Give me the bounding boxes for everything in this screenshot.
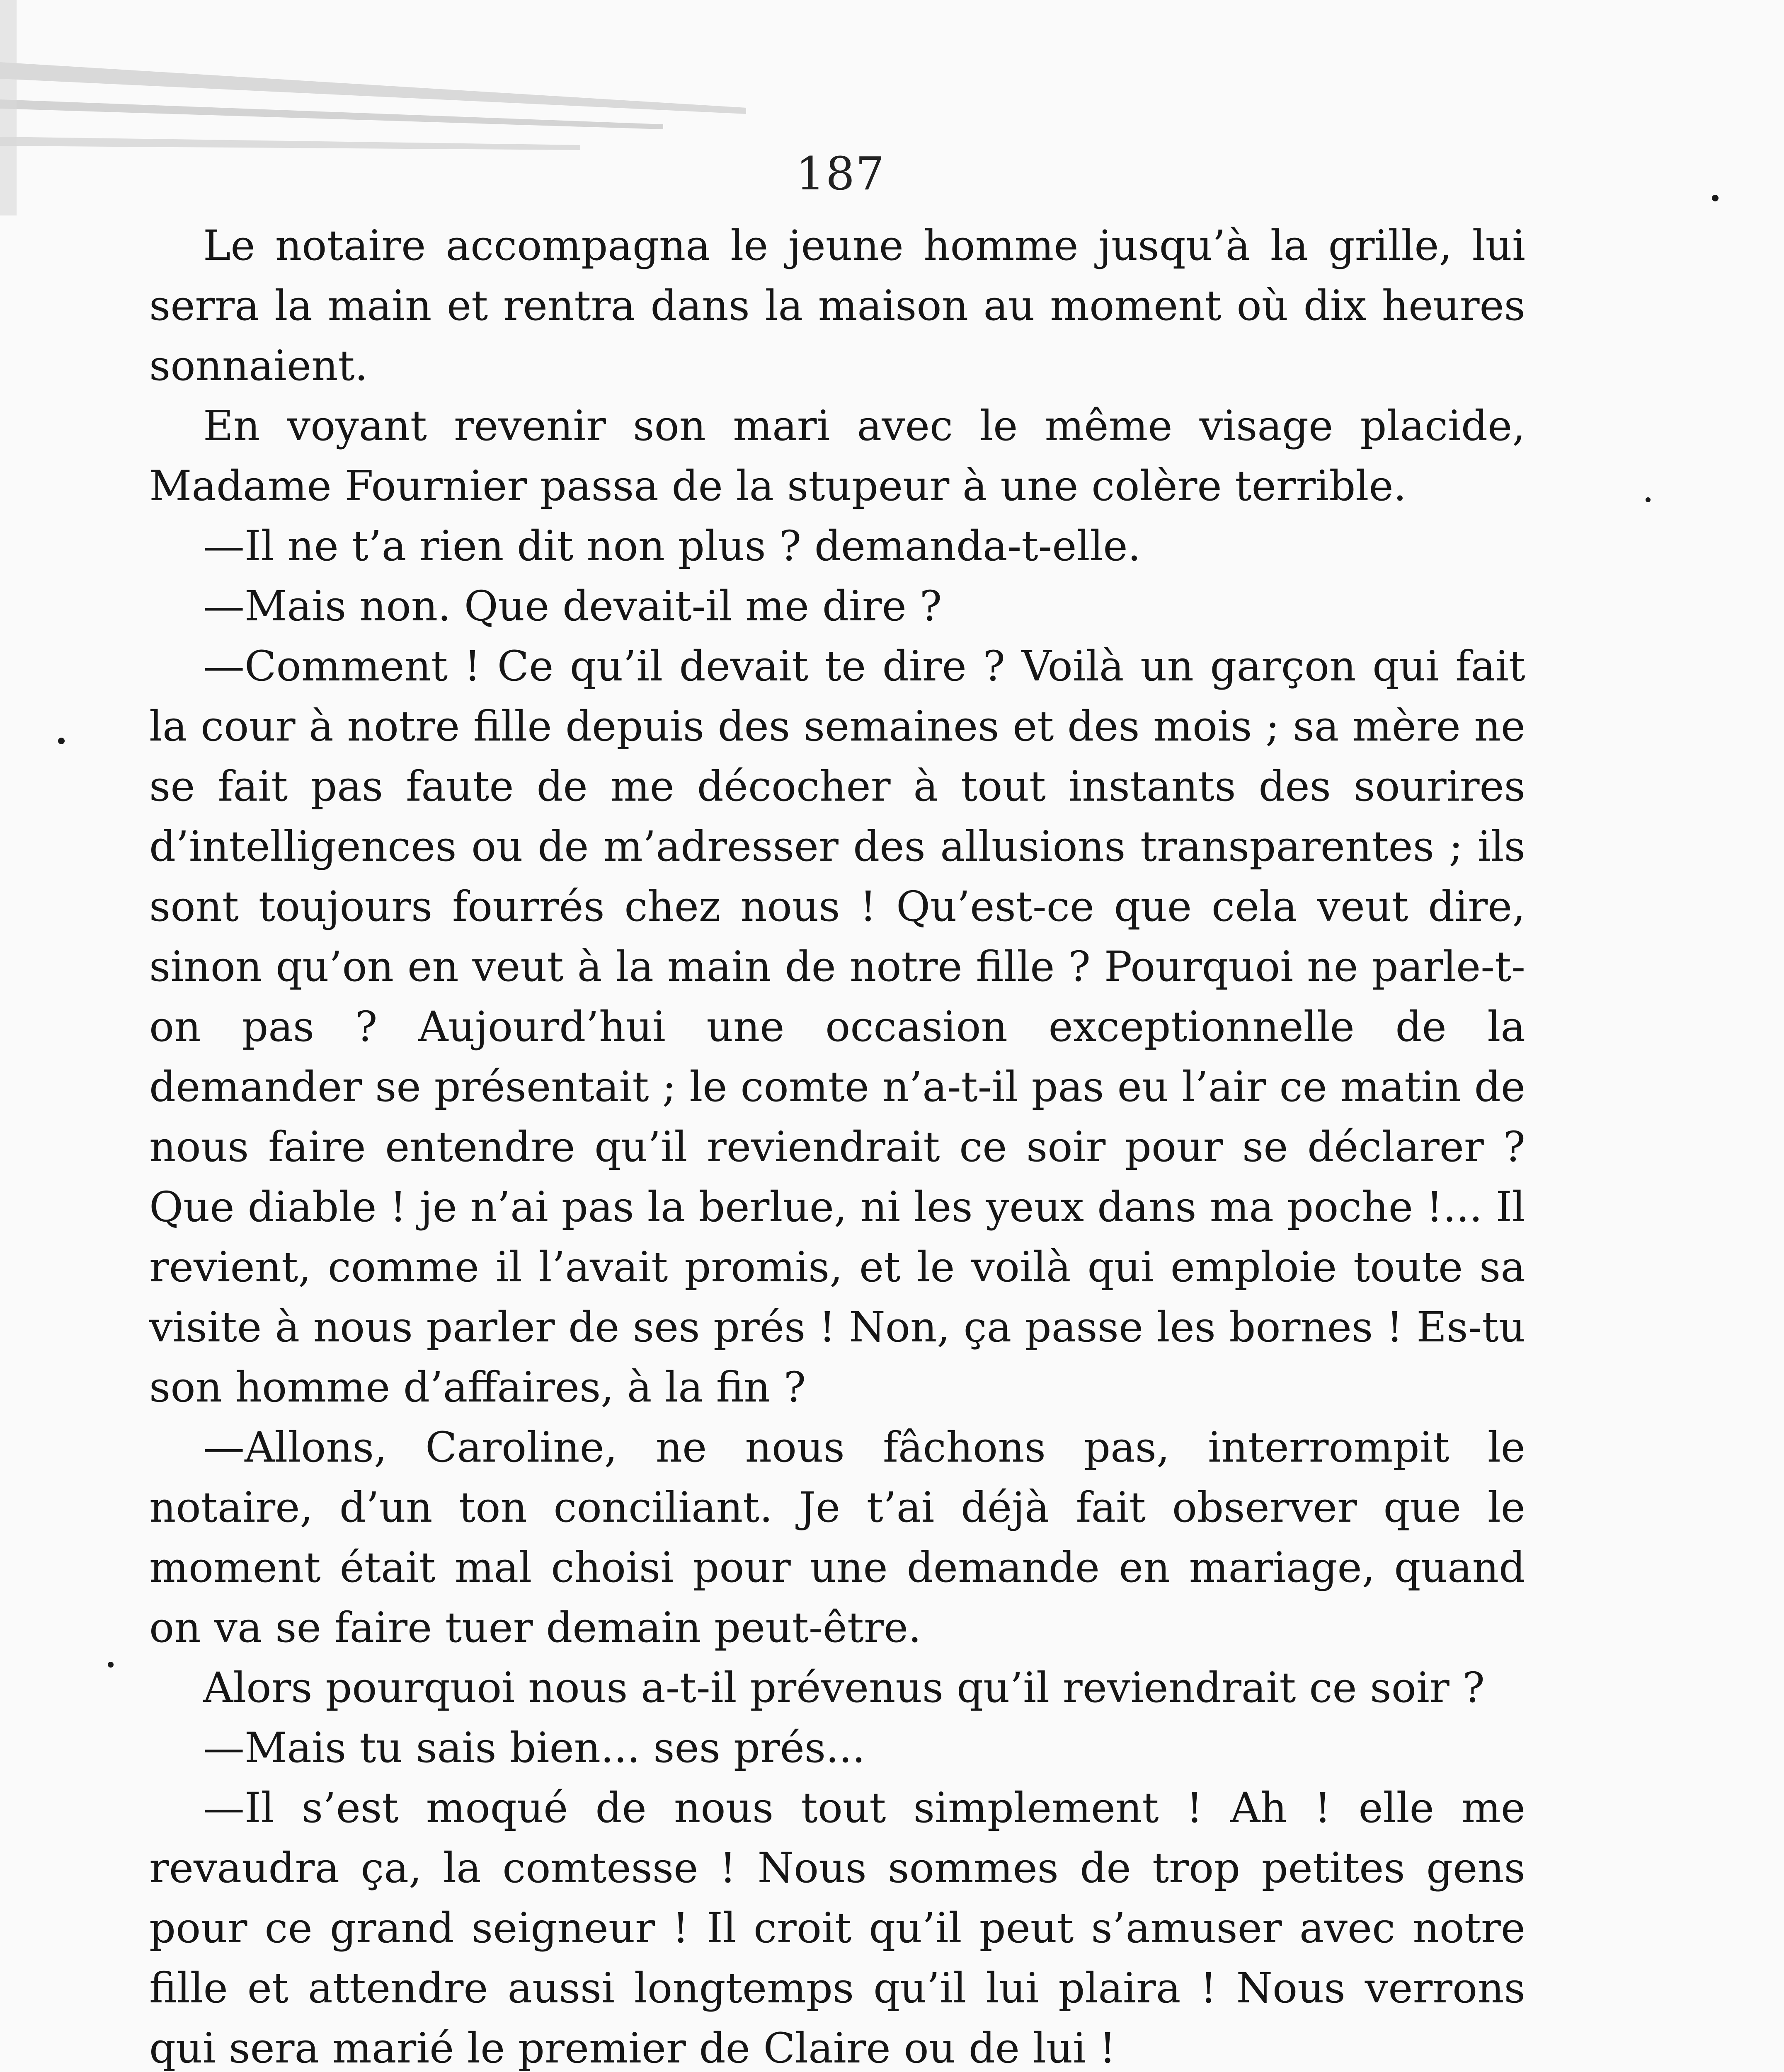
dialogue-line: —Allons, Caroline, ne nous fâchons pas, interrompit le notaire, d’un ton conciliant. Je t’ai déjà fait observer que le moment était mal choisi pour une demande en mariage, quand on va se faire tuer demain peut-être. — [149, 1423, 1525, 1652]
scan-smudge — [0, 0, 788, 215]
dialogue-line: —Il s’est moqué de nous tout simplement ! Ah ! elle me revaudra ça, la comtesse ! Nous sommes de trop petites gens pour ce grand seigneur ! Il croit qu’il peut s’amuser avec notre fille et attendre aussi longtemps qu’il lui plaira ! Nous verrons qui sera marié le premier de Claire ou de lui ! — [149, 1784, 1525, 2072]
paragraph: Le notaire accompagna le jeune homme jusqu’à la grille, lui serra la main et rentra dans la maison au moment où dix heures sonnaient. — [149, 221, 1525, 390]
dialogue-line: —Mais non. Que devait-il me dire ? — [203, 582, 942, 630]
scan-speck — [1646, 497, 1651, 502]
paragraph: En voyant revenir son mari avec le même visage placide, Madame Fournier passa de la stupeur à une colère terrible. — [149, 402, 1525, 510]
dialogue-line: —Il ne t’a rien dit non plus ? demanda-t-elle. — [203, 522, 1141, 570]
page-number: 187 — [796, 147, 885, 200]
dialogue-line: Alors pourquoi nous a-t-il prévenus qu’il reviendrait ce soir ? — [203, 1663, 1485, 1712]
scan-speck — [108, 1662, 114, 1668]
article-body — [149, 215, 1525, 2072]
dialogue-line: —Mais tu sais bien... ses prés... — [203, 1723, 865, 1772]
scan-speck — [1712, 195, 1719, 201]
scan-speck — [58, 738, 65, 744]
dialogue-line: —Comment ! Ce qu’il devait te dire ? Voilà un garçon qui fait la cour à notre fille depuis des semaines et des mois ; sa mère ne se fait pas faute de me décocher à tout instants des sourires d’intelligences ou de m’adresser des allusions transparentes ; ils sont toujours fourrés chez nous ! Qu’est-ce que cela veut dire, sinon qu’on en veut à la main de notre fille ? Pourquoi ne parle-t-on pas ? Aujourd’hui une occasion exceptionnelle de la demander se présentait ; le comte n’a-t-il pas eu l’air ce matin de nous faire entendre qu’il reviendrait ce soir pour se déclarer ? Que diable ! je n’ai pas la berlue, ni les yeux dans ma poche !... Il revient, comme il l’avait promis, et le voilà qui emploie toute sa visite à nous parler de ses prés ! Non, ça passe les bornes ! Es-tu son homme d’affaires, à la fin ? — [149, 642, 1525, 1411]
